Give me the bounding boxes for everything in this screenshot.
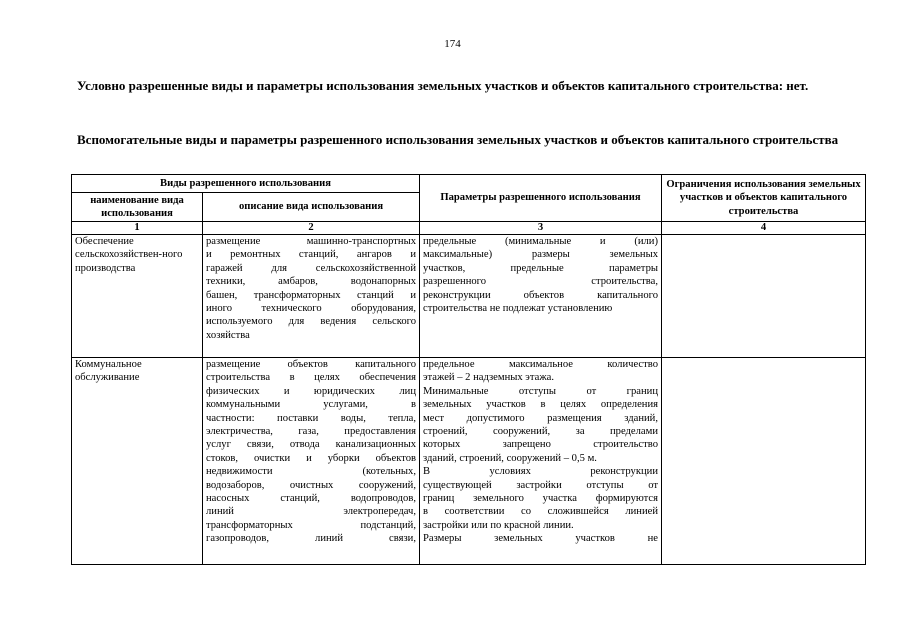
description-line: размещение объектов капитального [206, 359, 416, 370]
parameters-line: разрешенного строительства, [423, 276, 658, 288]
land-use-table [71, 174, 866, 565]
description-line: башен, трансформаторных станций и [206, 289, 416, 301]
description-line: используемого для ведения сельского [206, 316, 416, 328]
parameters-line: застройки или по красной линии. [423, 519, 574, 531]
use-description [203, 235, 420, 358]
use-description [203, 358, 420, 565]
description-line: частности: поставки воды, тепла, [206, 412, 416, 424]
table-row [72, 235, 866, 358]
parameters-line: этажей – 2 надземных этажа. [423, 372, 554, 384]
description-line: и ремонтных станций, ангаров и [206, 249, 416, 261]
parameters-line: зданий, строений, сооружений – 0,5 м. [423, 452, 597, 464]
description-line: размещение машинно-транспортных [206, 236, 416, 247]
description-line: физических и юридических лиц [206, 385, 416, 397]
column-number-1: 1 [72, 222, 203, 235]
description-line: техники, амбаров, водонапорных [206, 276, 416, 288]
parameters-line: максимальные) размеры земельных [423, 249, 658, 261]
header-description: описание вида использования [203, 193, 420, 222]
auxiliary-uses-heading: Вспомогательные виды и параметры разрешенного использования земельных участков и объектов капитального строительства [77, 132, 839, 147]
parameters-line: предельное максимальное количество [423, 359, 658, 370]
parameters-line: границ земельного участка формируются [423, 493, 658, 505]
description-line: водозаборов, очистных сооружений, [206, 479, 416, 491]
parameters-line: в соответствии со сложившейся линией [423, 506, 658, 518]
parameters-line: реконструкции объектов капитального [423, 289, 658, 301]
description-line: стоков, очистки и уборки объектов [206, 452, 416, 464]
description-line: насосных станций, водопроводов, [206, 493, 416, 505]
description-line: услуг связи, отвода канализационных [206, 439, 416, 451]
description-line: хозяйства [206, 329, 250, 341]
page-number: 174 [444, 38, 461, 50]
description-line: трансформаторных подстанций, [206, 519, 416, 531]
parameters-line: строений, сооружений, за пределами [423, 426, 658, 438]
parameters-line: строительства не подлежат установлению [423, 303, 613, 315]
description-line: газопроводов, линий связи, [206, 533, 416, 545]
parameters-line: мест допустимого размещения зданий, [423, 412, 658, 424]
description-line: недвижимости (котельных, [206, 466, 416, 478]
group-header-types: Виды разрешенного использования [72, 175, 420, 193]
header-restrictions: Ограничения использования земельных участков и объектов капитального строительства [662, 175, 866, 222]
use-parameters [420, 235, 662, 358]
use-restrictions [662, 358, 866, 565]
parameters-line: которых запрещено строительство [423, 439, 658, 451]
description-line: строительства в целях обеспечения [206, 372, 416, 384]
table-row [72, 358, 866, 565]
parameters-line: предельные (минимальные и (или) [423, 236, 658, 247]
parameters-line: Минимальные отступы от границ [423, 385, 658, 397]
description-line: коммунальными услугами, в [206, 399, 416, 411]
parameters-line: существующей застройки отступы от [423, 479, 658, 491]
use-name: Обеспечение сельскохозяйствен-ного производства [72, 235, 203, 358]
column-number-3: 3 [420, 222, 662, 235]
use-parameters [420, 358, 662, 565]
description-line: линий электропередач, [206, 506, 416, 518]
parameters-line: участков, предельные параметры [423, 262, 658, 274]
column-number-4: 4 [662, 222, 866, 235]
parameters-line: Размеры земельных участков не [423, 533, 658, 545]
use-restrictions [662, 235, 866, 358]
header-name: наименование вида использования [72, 193, 203, 222]
description-line: иного технического оборудования, [206, 303, 416, 315]
description-line: электричества, газа, предоставления [206, 426, 416, 438]
conditional-uses-heading: Условно разрешенные виды и параметры использования земельных участков и объектов капитального строительства: нет. [77, 78, 809, 93]
header-parameters: Параметры разрешенного использования [420, 175, 662, 222]
column-number-2: 2 [203, 222, 420, 235]
use-name: Коммунальное обслуживание [72, 358, 203, 565]
parameters-line: земельных участков в целях определения [423, 399, 658, 411]
description-line: гаражей для сельскохозяйственной [206, 262, 416, 274]
parameters-line: В условиях реконструкции [423, 466, 658, 478]
